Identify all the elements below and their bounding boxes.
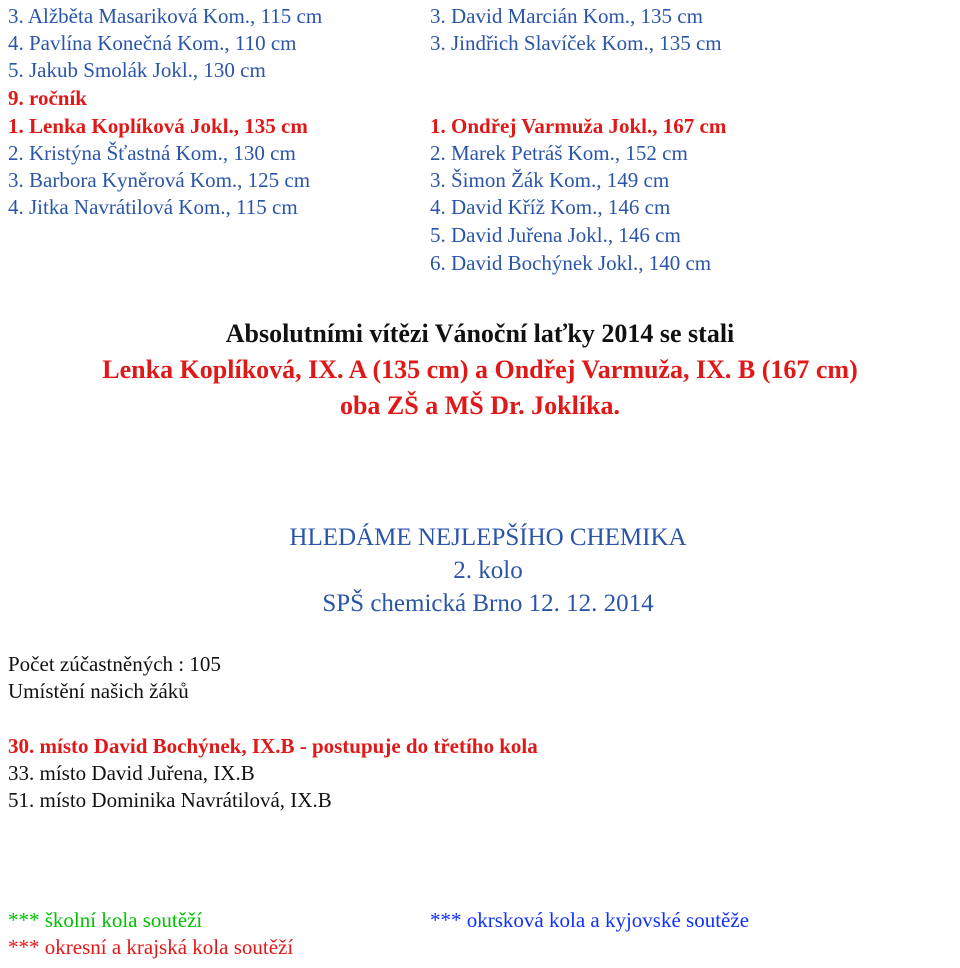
result-right-2: 3. Jindřich Slavíček Kom., 135 cm	[430, 31, 722, 55]
result-right-1: 3. David Marcián Kom., 135 cm	[430, 4, 703, 28]
result-left-1: 3. Alžběta Masariková Kom., 115 cm	[8, 4, 323, 28]
legend-school: *** školní kola soutěží	[8, 908, 203, 932]
participants-count: Počet zúčastněných : 105	[8, 652, 221, 676]
legend-district: *** okrsková kola a kyjovské soutěže	[430, 908, 750, 932]
boy-result-6: 6. David Bochýnek Jokl., 140 cm	[430, 251, 712, 275]
girl-result-1: 1. Lenka Koplíková Jokl., 135 cm	[8, 114, 308, 138]
girl-result-2: 2. Kristýna Šťastná Kom., 130 cm	[8, 141, 296, 165]
placement-3: 51. místo Dominika Navrátilová, IX.B	[8, 788, 332, 812]
chemist-title: HLEDÁME NEJLEPŠÍHO CHEMIKA	[289, 524, 687, 551]
grade-heading: 9. ročník	[8, 86, 87, 110]
girl-result-4: 4. Jitka Navrátilová Kom., 115 cm	[8, 195, 298, 219]
boy-result-4: 4. David Kříž Kom., 146 cm	[430, 195, 671, 219]
winners-line-2: Lenka Koplíková, IX. A (135 cm) a Ondřej Varmuža, IX. B (167 cm)	[102, 355, 858, 384]
chemist-venue: SPŠ chemická Brno 12. 12. 2014	[322, 590, 654, 617]
winners-line-1: Absolutními vítězi Vánoční laťky 2014 se stali	[225, 319, 735, 348]
boy-result-5: 5. David Juřena Jokl., 146 cm	[430, 223, 681, 247]
result-left-3: 5. Jakub Smolák Jokl., 130 cm	[8, 58, 266, 82]
result-left-2: 4. Pavlína Konečná Kom., 110 cm	[8, 31, 297, 55]
chemist-round: 2. kolo	[453, 557, 523, 584]
placement-heading: Umístění našich žáků	[8, 679, 189, 703]
boy-result-1: 1. Ondřej Varmuža Jokl., 167 cm	[430, 114, 727, 138]
placement-2: 33. místo David Juřena, IX.B	[8, 761, 255, 785]
boy-result-3: 3. Šimon Žák Kom., 149 cm	[430, 168, 670, 192]
girl-result-3: 3. Barbora Kyněrová Kom., 125 cm	[8, 168, 311, 192]
legend-regional: *** okresní a krajská kola soutěží	[8, 935, 294, 959]
placement-1: 30. místo David Bochýnek, IX.B - postupuje do třetího kola	[8, 734, 538, 758]
winners-line-3: oba ZŠ a MŠ Dr. Joklíka.	[339, 391, 621, 420]
boy-result-2: 2. Marek Petráš Kom., 152 cm	[430, 141, 688, 165]
